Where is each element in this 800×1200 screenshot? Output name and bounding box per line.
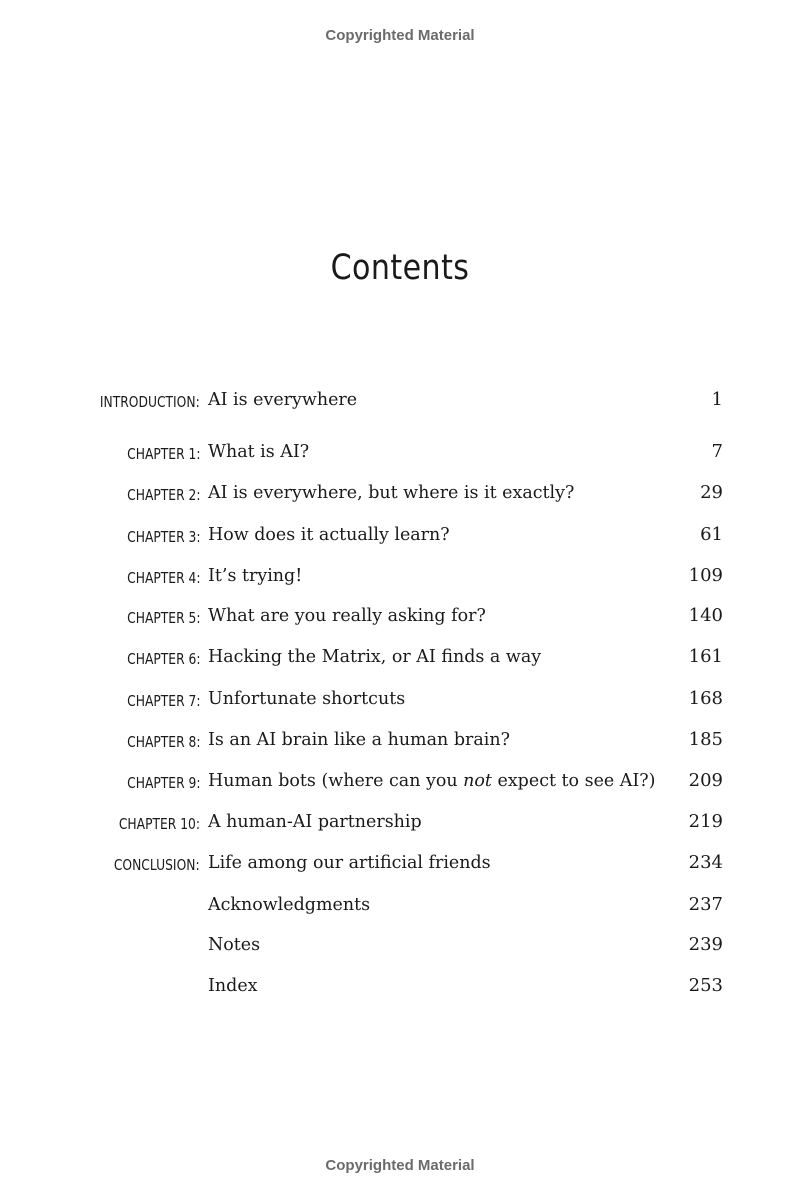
toc-entry-title: What is AI? [208, 441, 310, 462]
toc-entry-title: AI is everywhere [208, 389, 358, 410]
toc-entry-label: INTRODUCTION: [100, 393, 200, 411]
toc-entry-title: How does it actually learn? [208, 524, 450, 545]
toc-entry-chapter-7 [0, 688, 800, 716]
toc-entry-label: CHAPTER 7: [126, 692, 200, 710]
toc-entry-chapter-3 [0, 524, 800, 552]
toc-entry-label: CHAPTER 9: [126, 774, 200, 792]
toc-entry-label: CHAPTER 6: [126, 650, 200, 668]
toc-entry-page: 185 [688, 729, 723, 750]
toc-entry-label: CONCLUSION: [114, 856, 200, 874]
toc-entry-label: CHAPTER 2: [126, 486, 200, 504]
toc-entry-page: 161 [688, 646, 723, 667]
toc-entry-title-part: expect to see AI?) [491, 770, 656, 791]
toc-entry-title: Acknowledgments [208, 894, 371, 915]
toc-entry-title-emphasis: not [463, 770, 492, 791]
toc-entry-chapter-1 [0, 441, 800, 469]
toc-entry-page: 140 [688, 605, 723, 626]
toc-entry-notes [0, 934, 800, 962]
toc-entry-page: 29 [700, 482, 723, 503]
toc-entry-label: CHAPTER 10: [118, 815, 200, 833]
toc-entry-page: 61 [700, 524, 723, 545]
toc-entry-page: 109 [688, 565, 723, 586]
toc-entry-chapter-8 [0, 729, 800, 757]
toc-entry-page: 239 [688, 934, 723, 955]
toc-entry-page: 209 [688, 770, 723, 791]
toc-entry-label: CHAPTER 1: [126, 445, 200, 463]
toc-entry-acknowledgments [0, 894, 800, 922]
toc-entry-page: 7 [711, 441, 723, 462]
toc-entry-title: A human-AI partnership [208, 811, 422, 832]
toc-entry-chapter-2 [0, 482, 800, 510]
toc-entry-chapter-5 [0, 605, 800, 633]
toc-entry-title: Notes [208, 934, 261, 955]
toc-entry-chapter-4 [0, 565, 800, 593]
toc-entry-chapter-10 [0, 811, 800, 839]
toc-entry-title: AI is everywhere, but where is it exactly? [208, 482, 575, 503]
toc-entry-page: 237 [688, 894, 723, 915]
toc-entry-label: CHAPTER 3: [126, 528, 200, 546]
page-title: Contents [330, 248, 470, 288]
toc-entry-index [0, 975, 800, 1003]
toc-entry-chapter-9 [0, 770, 800, 798]
toc-entry-chapter-6 [0, 646, 800, 674]
toc-entry-title: What are you really asking for? [208, 605, 486, 626]
toc-entry-label: CHAPTER 5: [126, 609, 200, 627]
toc-entry-title: Index [208, 975, 258, 996]
toc-entry-label: CHAPTER 8: [126, 733, 200, 751]
copyright-watermark-bottom: Copyrighted Material [325, 1157, 475, 1174]
toc-entry-page: 219 [688, 811, 723, 832]
toc-entry-title [208, 770, 655, 791]
toc-entry-title-part: Human bots (where can you [208, 770, 464, 791]
toc-entry-page: 253 [688, 975, 723, 996]
toc-entry-title: It’s trying! [208, 565, 303, 586]
toc-entry-label: CHAPTER 4: [126, 569, 200, 587]
toc-entry-conclusion [0, 852, 800, 880]
copyright-watermark-top: Copyrighted Material [325, 27, 475, 44]
toc-entry-page: 168 [688, 688, 723, 709]
toc-entry-title: Unfortunate shortcuts [208, 688, 406, 709]
toc-entry-title: Life among our artificial friends [208, 852, 491, 873]
toc-entry-introduction [0, 389, 800, 417]
toc-entry-title: Hacking the Matrix, or AI finds a way [208, 646, 542, 667]
toc-entry-page: 234 [688, 852, 723, 873]
toc-entry-page: 1 [711, 389, 723, 410]
toc-entry-title: Is an AI brain like a human brain? [208, 729, 510, 750]
